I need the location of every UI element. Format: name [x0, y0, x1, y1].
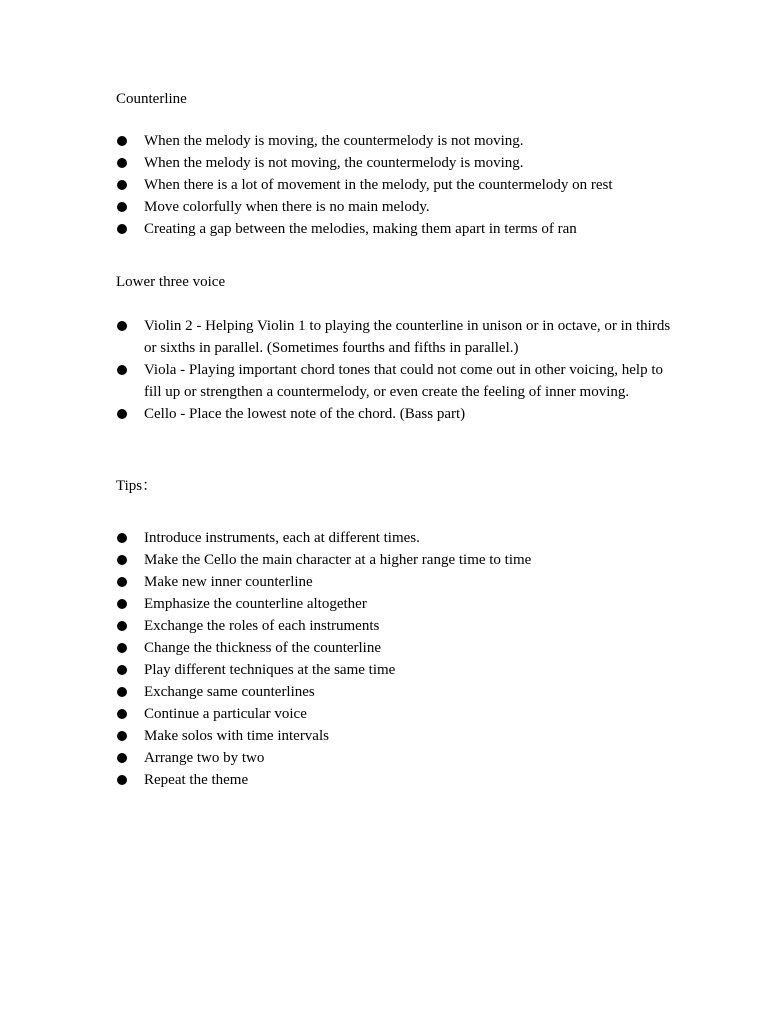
list-item: Exchange same counterlines [116, 681, 676, 703]
bullet-icon [117, 224, 127, 234]
list-item: Change the thickness of the counterline [116, 637, 676, 659]
list-item: Move colorfully when there is no main melody. [116, 196, 676, 218]
list-item: Continue a particular voice [116, 703, 676, 725]
list-item: Viola - Playing important chord tones that could not come out in other voicing, help to fill up or strengthen a countermelody, or even create the feeling of inner moving. [116, 359, 676, 403]
bullet-icon [117, 365, 127, 375]
tips-list [116, 527, 676, 791]
bullet-icon [117, 599, 127, 609]
list-item: Make new inner counterline [116, 571, 676, 593]
lower-three-voice-list [116, 315, 676, 425]
list-item: Introduce instruments, each at different times. [116, 527, 676, 549]
bullet-icon [117, 158, 127, 168]
bullet-icon [117, 709, 127, 719]
bullet-icon [117, 136, 127, 146]
list-item: Cello - Place the lowest note of the chord. (Bass part) [116, 403, 676, 425]
section-heading-tips: Tips： [116, 478, 158, 494]
list-item: When the melody is moving, the countermelody is not moving. [116, 130, 676, 152]
bullet-icon [117, 753, 127, 763]
bullet-icon [117, 180, 127, 190]
counterline-list [116, 130, 676, 240]
list-item: Violin 2 - Helping Violin 1 to playing the counterline in unison or in octave, or in thirds or sixths in parallel. (Sometimes fourths and fifths in parallel.) [116, 315, 676, 359]
list-item: Play different techniques at the same time [116, 659, 676, 681]
list-item: Creating a gap between the melodies, making them apart in terms of ran [116, 218, 676, 240]
section-heading-lower-three-voice: Lower three voice [116, 274, 226, 290]
bullet-icon [117, 687, 127, 697]
bullet-icon [117, 533, 127, 543]
list-item: Repeat the theme [116, 769, 676, 791]
bullet-icon [117, 202, 127, 212]
list-item: Make the Cello the main character at a higher range time to time [116, 549, 676, 571]
list-item: When there is a lot of movement in the melody, put the countermelody on rest [116, 174, 676, 196]
bullet-icon [117, 621, 127, 631]
section-heading-counterline: Counterline [116, 91, 187, 107]
list-item: Arrange two by two [116, 747, 676, 769]
bullet-icon [117, 643, 127, 653]
bullet-icon [117, 665, 127, 675]
bullet-icon [117, 409, 127, 419]
list-item: Emphasize the counterline altogether [116, 593, 676, 615]
list-item: When the melody is not moving, the countermelody is moving. [116, 152, 676, 174]
bullet-icon [117, 555, 127, 565]
list-item: Exchange the roles of each instruments [116, 615, 676, 637]
list-item: Make solos with time intervals [116, 725, 676, 747]
bullet-icon [117, 577, 127, 587]
bullet-icon [117, 321, 127, 331]
bullet-icon [117, 731, 127, 741]
bullet-icon [117, 775, 127, 785]
